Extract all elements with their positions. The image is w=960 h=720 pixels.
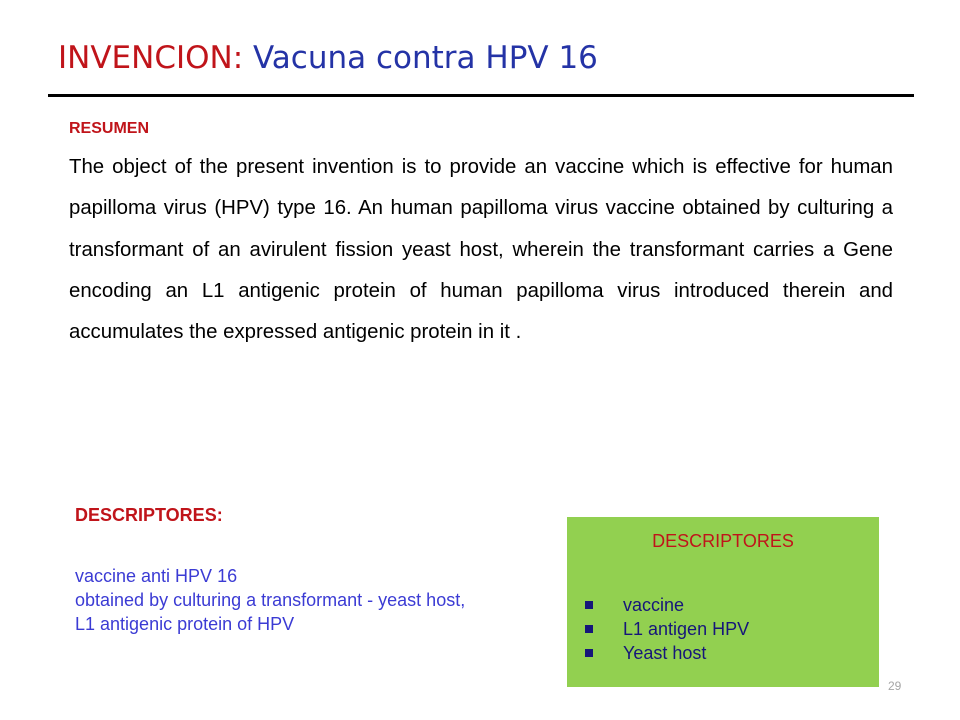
descriptor-summary-box	[567, 517, 879, 687]
descriptor-item: vaccine anti HPV 16	[75, 566, 238, 586]
descriptor-item: L1 antigenic protein of HPV	[75, 614, 295, 634]
descriptor-item: obtained by culturing a transformant - yeast host,	[75, 590, 466, 610]
square-bullet-icon	[585, 601, 593, 609]
summary-box-title: DESCRIPTORES	[652, 531, 794, 551]
summary-item-label: vaccine	[623, 595, 685, 615]
descriptors-heading: DESCRIPTORES:	[75, 505, 223, 525]
summary-item-label: Yeast host	[623, 643, 707, 663]
abstract-heading: RESUMEN	[69, 120, 150, 137]
summary-list-item	[585, 593, 749, 617]
summary-box-list	[585, 593, 749, 665]
square-bullet-icon	[585, 649, 593, 657]
summary-list-item	[585, 641, 749, 665]
title-divider	[48, 94, 914, 97]
title-main: Vacuna contra HPV 16	[253, 40, 598, 76]
descriptors-list	[75, 564, 545, 636]
title-prefix: INVENCION:	[58, 40, 244, 76]
abstract-text: The object of the present invention is to provide an vaccine which is effective for human papilloma virus (HPV) type 16. An human papilloma virus vaccine obtained by culturing a transformant of an avirulent fission yeast host, wherein the transformant carries a Gene encoding an L1 antigenic protein of human papilloma virus introduced therein and accumulates the expressed antigenic protein in it .	[69, 156, 893, 344]
square-bullet-icon	[585, 625, 593, 633]
summary-list-item	[585, 617, 749, 641]
slide-number: 29	[888, 679, 902, 693]
slide-title	[58, 36, 598, 80]
summary-item-label: L1 antigen HPV	[623, 619, 750, 639]
